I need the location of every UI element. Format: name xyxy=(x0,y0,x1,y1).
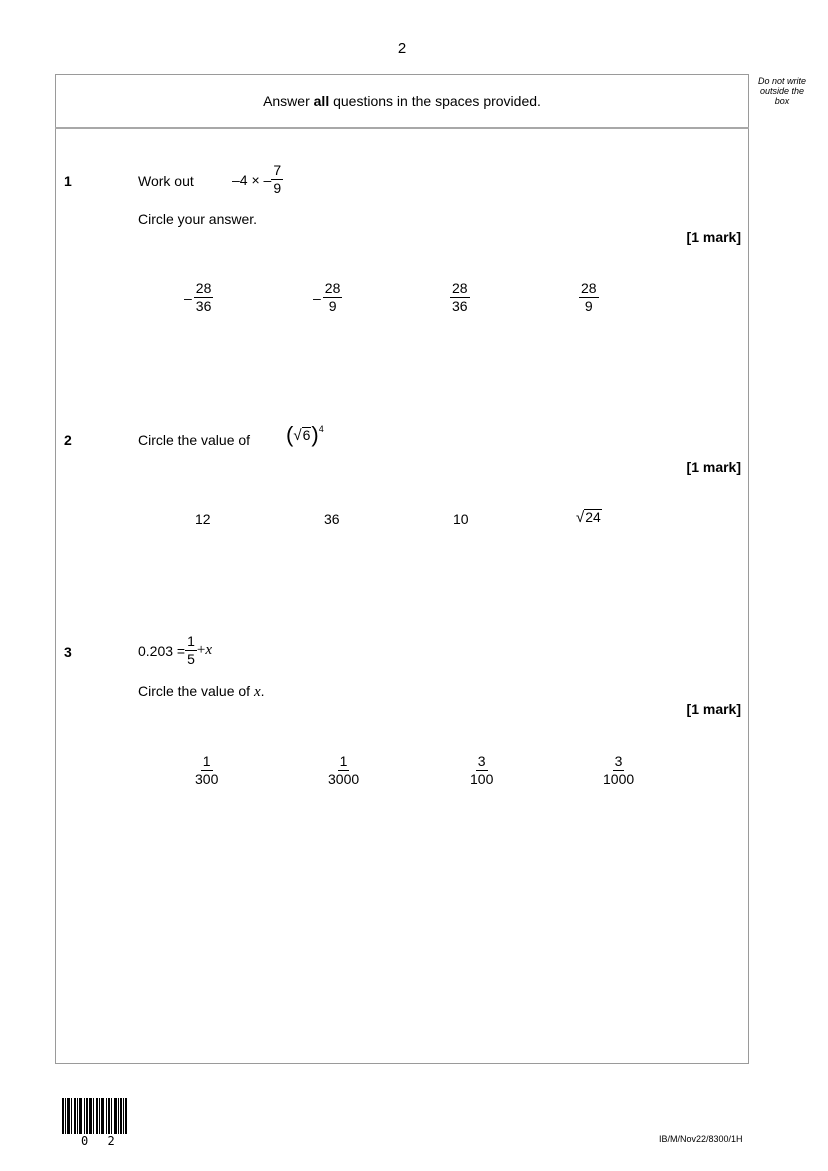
question-1-instruction: Circle your answer. xyxy=(138,211,258,227)
question-1-option-d[interactable] xyxy=(579,280,599,315)
left-paren: ( xyxy=(286,422,294,447)
question-3-marks: [1 mark] xyxy=(686,701,741,717)
denominator: 36 xyxy=(195,298,212,314)
barcode xyxy=(62,1098,127,1134)
plus-operator: + xyxy=(196,642,206,658)
question-1-expression xyxy=(232,162,283,197)
instruction-post: . xyxy=(260,683,265,699)
numerator: 28 xyxy=(195,280,212,296)
variable-x: x xyxy=(253,684,261,700)
denominator: 3000 xyxy=(328,771,360,787)
expression-lhs: 0.203 = xyxy=(138,642,186,659)
numerator: 28 xyxy=(452,280,468,296)
fraction xyxy=(185,633,197,668)
radical-sign: √ xyxy=(576,509,585,526)
sign: – xyxy=(313,289,321,306)
fraction xyxy=(468,753,495,788)
instructions-text xyxy=(55,93,749,109)
expression-lead: –4 × – xyxy=(232,171,272,188)
fraction xyxy=(601,753,636,788)
paper-code: IB/M/Nov22/8300/1H xyxy=(659,1134,743,1144)
square-root xyxy=(576,509,602,525)
numerator: 3 xyxy=(614,753,623,769)
instructions-bold: all xyxy=(313,93,330,109)
fraction xyxy=(323,280,343,315)
instructions-post: questions in the spaces provided. xyxy=(329,93,541,109)
denominator: 1000 xyxy=(603,771,635,787)
question-1-option-b[interactable] xyxy=(313,280,342,315)
question-2-prompt: Circle the value of xyxy=(138,432,251,448)
question-2-option-c[interactable]: 10 xyxy=(453,511,469,527)
fraction xyxy=(271,162,283,197)
numerator: 1 xyxy=(202,753,211,769)
question-2-number: 2 xyxy=(64,432,72,448)
radicand: 24 xyxy=(585,509,601,525)
denominator: 100 xyxy=(470,771,494,787)
fraction xyxy=(194,280,214,315)
variable-x: x xyxy=(205,642,213,658)
fraction xyxy=(579,280,599,315)
exponent: 4 xyxy=(318,424,324,434)
question-2-option-a[interactable]: 12 xyxy=(195,511,211,527)
sign: – xyxy=(184,289,192,306)
radicand: 6 xyxy=(302,427,311,443)
fraction xyxy=(450,280,470,315)
page-number: 2 xyxy=(397,40,407,57)
question-3-option-b[interactable] xyxy=(326,753,361,788)
instruction-pre: Circle the value of xyxy=(138,683,254,699)
numerator: 1 xyxy=(339,753,348,769)
barcode-label: 0 2 xyxy=(81,1134,121,1148)
denominator: 9 xyxy=(584,298,593,314)
denominator: 5 xyxy=(187,651,195,667)
question-2-option-d[interactable] xyxy=(576,509,602,525)
numerator: 3 xyxy=(477,753,486,769)
question-3-option-d[interactable] xyxy=(601,753,636,788)
right-paren: ) xyxy=(311,422,319,447)
fraction xyxy=(193,753,220,788)
numerator: 1 xyxy=(187,633,195,649)
margin-note: Do not write outside the box xyxy=(757,76,807,106)
question-1-option-a[interactable] xyxy=(184,280,213,315)
question-1-option-c[interactable] xyxy=(450,280,470,315)
square-root xyxy=(293,427,311,443)
denominator: 36 xyxy=(452,298,468,314)
denominator: 9 xyxy=(328,298,337,314)
numerator: 7 xyxy=(273,162,282,178)
numerator: 28 xyxy=(581,280,597,296)
question-2-expression xyxy=(286,422,324,447)
denominator: 9 xyxy=(273,180,282,196)
denominator: 300 xyxy=(195,771,219,787)
question-1-number: 1 xyxy=(64,173,72,189)
instructions-pre: Answer xyxy=(263,93,314,109)
question-2-marks: [1 mark] xyxy=(686,459,741,475)
question-3-instruction xyxy=(138,683,265,701)
fraction xyxy=(326,753,361,788)
question-2-option-b[interactable]: 36 xyxy=(324,511,340,527)
question-1-prompt: Work out xyxy=(138,173,194,189)
numerator: 28 xyxy=(324,280,341,296)
question-1-marks: [1 mark] xyxy=(686,229,741,245)
question-3-number: 3 xyxy=(64,644,72,660)
question-3-option-a[interactable] xyxy=(193,753,220,788)
radical-sign: √ xyxy=(293,427,302,444)
question-3-expression xyxy=(138,633,212,668)
question-3-option-c[interactable] xyxy=(468,753,495,788)
